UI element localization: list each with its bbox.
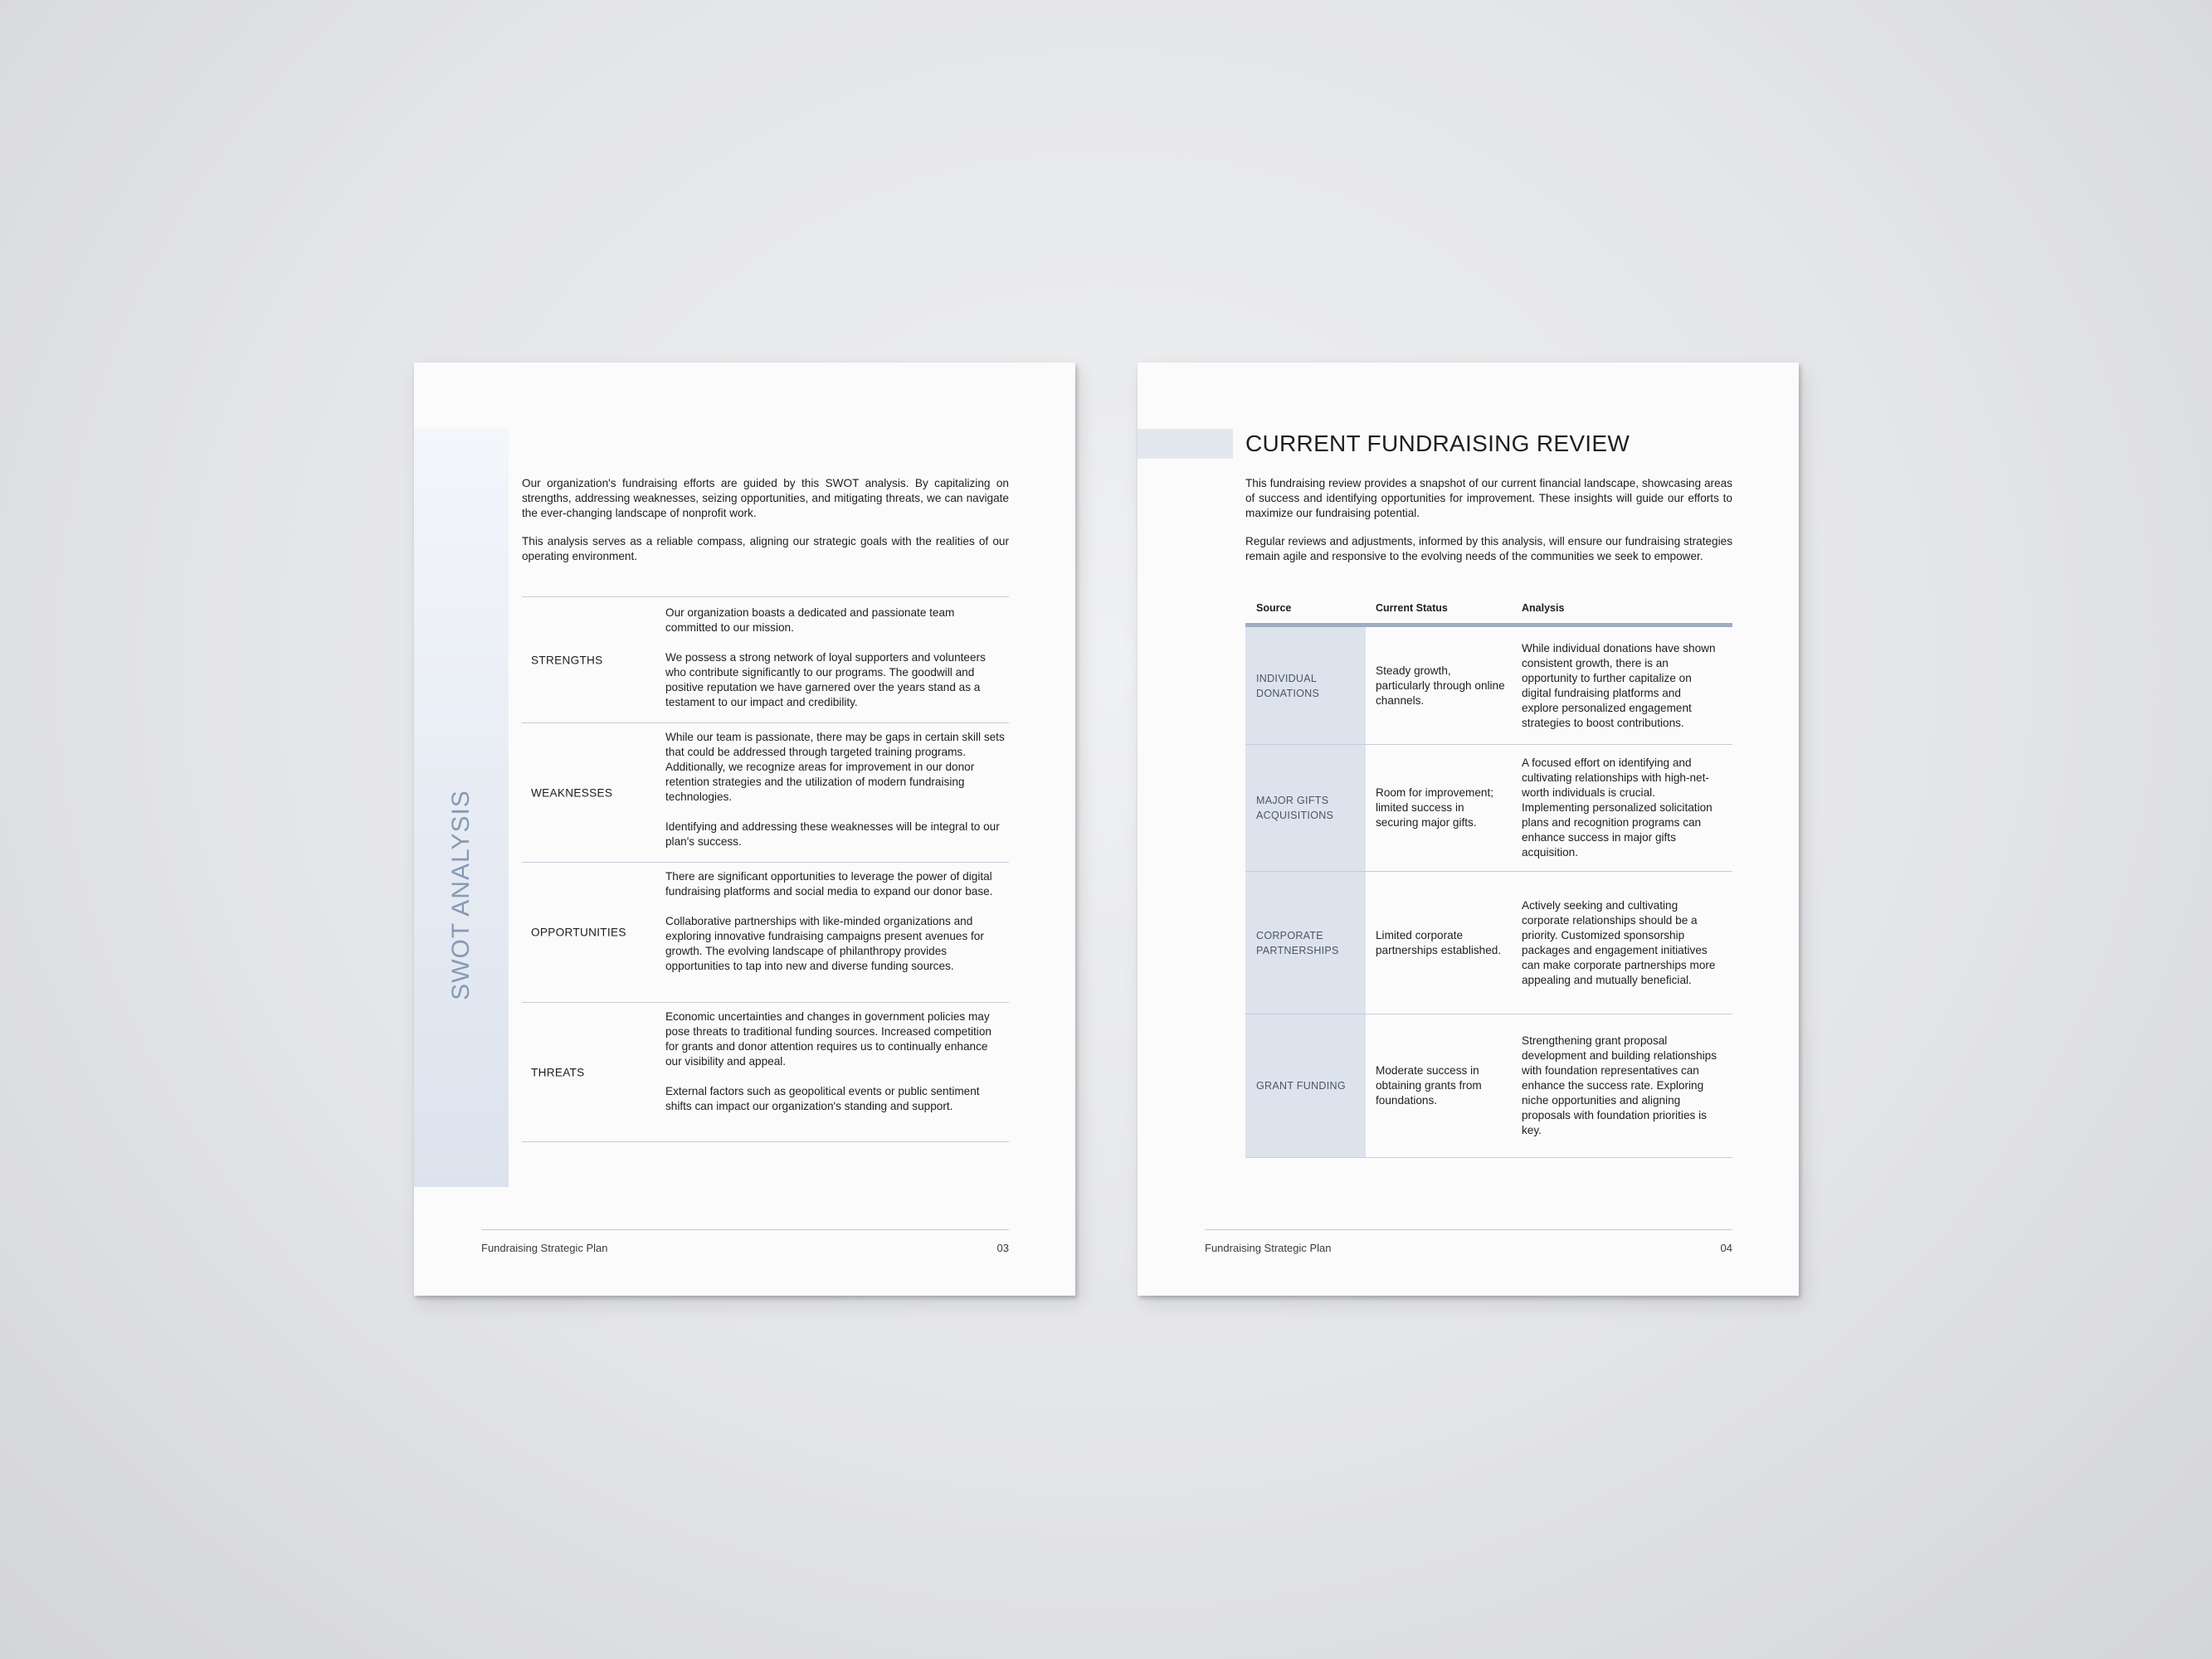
footer-divider [481,1229,1009,1230]
status-cell: Limited corporate partnerships established. [1376,928,1502,956]
source-cell: MAJOR GIFTS ACQUISITIONS [1256,795,1334,821]
source-cell: GRANT FUNDING [1256,1080,1346,1092]
intro-paragraph: This fundraising review provides a snapshot of our current financial landscape, showcasing areas of success and identifying opportunities for improvement. These insights will guide our efforts to maximize our fundraising potential. [1245,477,1732,519]
swot-label: OPPORTUNITIES [531,926,626,939]
swot-label: STRENGTHS [531,654,603,666]
source-cell: CORPORATE PARTNERSHIPS [1256,929,1339,956]
swot-paragraph: While our team is passionate, there may be gaps in certain skill sets that could be addressed through targeted training programs. Additionally, we recognize areas for improvement in our donor retention strategies and the utilization of modern fundraising technologies. [665,731,1005,803]
table-header [1245,602,1732,627]
document-page-04 [1138,362,1799,1296]
swot-row-opportunities [522,863,1009,1003]
analysis-cell: Strengthening grant proposal development and building relationships with foundation representatives can enhance the success rate. Exploring niche opportunities and aligning proposals with foundation priorities is key. [1522,1034,1717,1136]
section-title-vertical: SWOT ANALYSIS [447,790,475,1000]
swot-label: WEAKNESSES [531,786,613,799]
analysis-cell: While individual donations have shown consistent growth, there is an opportunity to further capitalize on digital fundraising platforms and explore personalized engagement strategies to boost contributions. [1522,641,1716,729]
swot-description [665,606,1006,710]
status-cell: Steady growth, particularly through online channels. [1376,664,1505,707]
fundraising-review-table [1245,602,1732,1158]
swot-paragraph: Economic uncertainties and changes in government policies may pose threats to traditional funding sources. Increased competition for grants and donor attention requires us to continually enhance our visibility and appeal. [665,1010,992,1068]
document-page-03 [414,362,1075,1296]
footer-divider [1205,1229,1732,1230]
footer-title: Fundraising Strategic Plan [481,1242,608,1254]
intro-paragraph: Our organization's fundraising efforts are guided by this SWOT analysis. By capitalizing on strengths, addressing weaknesses, seizing opportunities, and mitigating threats, we can navigate the ever-changing landscape of nonprofit work. [522,477,1009,519]
page-number: 03 [996,1242,1009,1254]
swot-paragraph: Our organization boasts a dedicated and passionate team committed to our mission. [665,606,955,634]
footer-title: Fundraising Strategic Plan [1205,1242,1332,1254]
swot-row-strengths [522,597,1009,723]
swot-table [522,596,1009,1142]
swot-paragraph: External factors such as geopolitical events or public sentiment shifts can impact our organization's standing and support. [665,1085,980,1112]
page-number: 04 [1720,1242,1732,1254]
intro-paragraph: This analysis serves as a reliable compass, aligning our strategic goals with the realities of our operating environment. [522,535,1009,562]
swot-row-weaknesses [522,723,1009,863]
status-cell: Moderate success in obtaining grants from foundations. [1376,1064,1482,1107]
status-cell: Room for improvement; limited success in securing major gifts. [1376,786,1494,829]
swot-description [665,1010,1006,1114]
swot-paragraph: Collaborative partnerships with like-minded organizations and exploring innovative fundraising campaigns present avenues for growth. The evolving landscape of philanthropy provides opportunities to tap into new and diverse funding sources. [665,915,984,972]
swot-row-threats [522,1003,1009,1142]
column-header-analysis: Analysis [1522,602,1565,614]
side-accent-band [414,429,509,1187]
swot-paragraph: We possess a strong network of loyal supporters and volunteers who contribute significantly to our programs. The goodwill and positive reputation we have garnered over the years stand as a testament to our impact and credibility. [665,651,986,708]
page-title: CURRENT FUNDRAISING REVIEW [1245,431,1630,456]
analysis-cell: A focused effort on identifying and cultivating relationships with high-net-worth individuals is crucial. Implementing personalized solicitation plans and recognition programs can enhance success in major gifts acquisition. [1522,757,1713,859]
column-header-status: Current Status [1376,602,1448,614]
intro-paragraph: Regular reviews and adjustments, informed by this analysis, will ensure our fundraising strategies remain agile and responsive to the evolving needs of the communities we seek to empower. [1245,535,1732,562]
analysis-cell: Actively seeking and cultivating corporate relationships should be a priority. Customized sponsorship packages and engagement initiatives can make corporate partnerships more appealing and mutually beneficial. [1522,898,1716,986]
table-row [1245,872,1732,1014]
table-row [1245,627,1732,745]
swot-label: THREATS [531,1066,585,1078]
table-row [1245,745,1732,872]
column-header-source: Source [1256,602,1292,614]
swot-description [665,730,1006,849]
swot-description [665,869,1006,974]
table-row [1245,1014,1732,1158]
source-cell: INDIVIDUAL DONATIONS [1256,672,1320,699]
swot-paragraph: Identifying and addressing these weaknesses will be integral to our plan's success. [665,820,1000,848]
title-accent-band [1138,429,1233,459]
swot-paragraph: There are significant opportunities to leverage the power of digital fundraising platforms and social media to expand our donor base. [665,870,993,898]
